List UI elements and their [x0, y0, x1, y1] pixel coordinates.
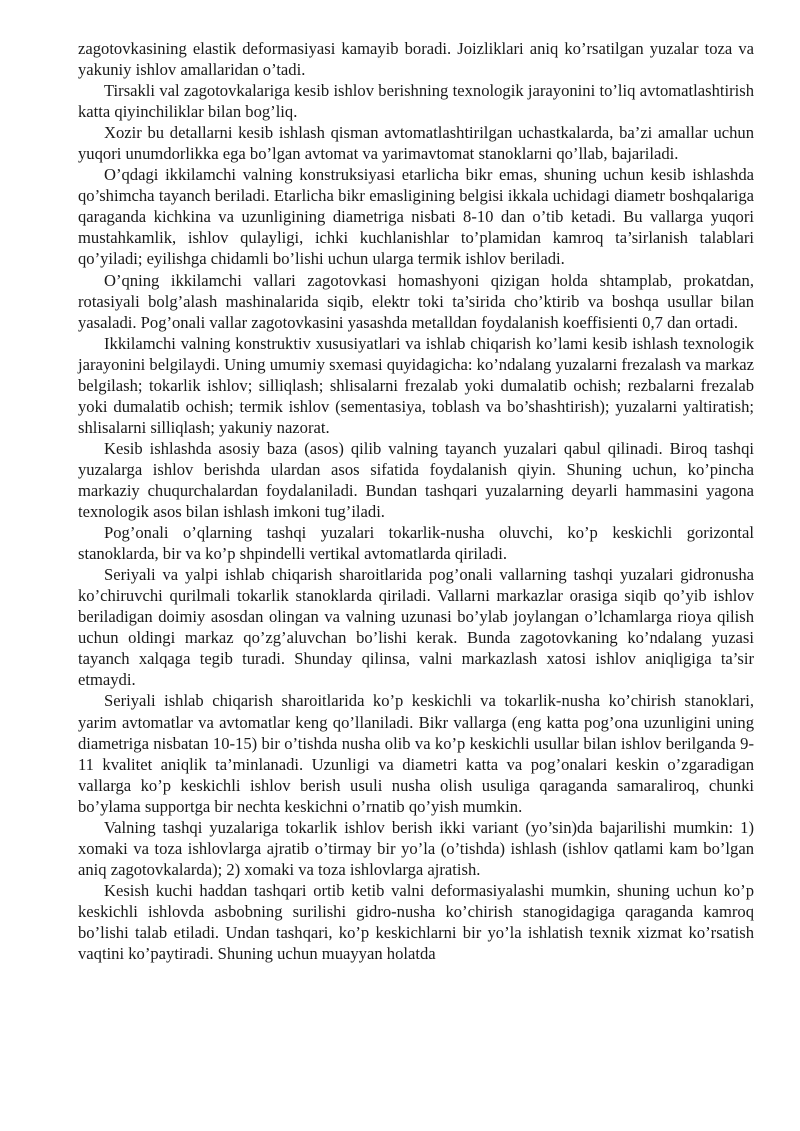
- paragraph: O’qdagi ikkilamchi valning konstruksiyasi etarlicha bikr emas, shuning uchun kesib ishlashda qo’shimcha tayanch beriladi. Etarlicha bikr emasligining belgisi ikkala uchidagi diametr boshqalariga qaraganda kichkina va uzunligining diametriga nisbati 8-10 dan o’tib ketadi. Bu vallarga yuqori mustahkamlik, ishlov qulayligi, ichki kuchlanishlar to’plamidan kamroq ta’sirlanish talablari qo’yiladi; eyilishga chidamli bo’lishi uchun ularga termik ishlov beriladi.: [78, 165, 754, 269]
- paragraph: Valning tashqi yuzalariga tokarlik ishlov berish ikki variant (yo’sin)da bajarilishi mumkin: 1) xomaki va toza ishlovlarga ajratib o’tirmay bir yo’la (o’tishda) ishlash (ishlov qatlami kam bo’lgan aniq zagotovkalarda); 2) xomaki va toza ishlovlarga ajratish.: [78, 817, 754, 879]
- paragraph: Xozir bu detallarni kesib ishlash qisman avtomatlashtirilgan uchastkalarda, ba’zi amallar uchun yuqori unumdorlikka ega bo’lgan avtomat va yarimavtomat stanoklarni qo’llab, bajariladi.: [78, 123, 754, 164]
- paragraph: O’qning ikkilamchi vallari zagotovkasi homashyoni qizigan holda shtamplab, prokatdan, rotasiyali bolg’alash mashinalarida siqib, elektr toki ta’sirida cho’ktirib va boshqa usullar bilan yasaladi. Pog’onali vallar zagotovkasini yasashda metalldan foydalanish koeffisienti 0,7 dan ortadi.: [78, 270, 754, 332]
- paragraph: Kesib ishlashda asosiy baza (asos) qilib valning tayanch yuzalari qabul qilinadi. Biroq tashqi yuzalarga ishlov berishda ulardan asos sifatida foydalanish qiyin. Shuning uchun, ko’pincha markaziy chuqurchalardan foydalaniladi. Bundan tashqari yuzalarning deyarli hammasini yagona texnologik asos bilan ishlash imkoni tug’iladi.: [78, 438, 754, 522]
- paragraph: zagotovkasining elastik deformasiyasi kamayib boradi. Joizliklari aniq ko’rsatilgan yuzalar toza va yakuniy ishlov amallaridan o’tadi.: [78, 39, 754, 80]
- paragraph: Tirsakli val zagotovkalariga kesib ishlov berishning texnologik jarayonini to’liq avtomatlashtirish katta qiyinchiliklar bilan bog’liq.: [78, 81, 754, 122]
- paragraph: Seriyali va yalpi ishlab chiqarish sharoitlarida pog’onali vallarning tashqi yuzalari gidronusha ko’chiruvchi qurilmali tokarlik stanoklarda qiriladi. Vallarni markazlar orasiga siqib qo’yib ishlov beriladigan doimiy asosdan olingan va valning uzunasi bo’ylab joylangan o’lchamlarga rioya qilish uchun oldingi markaz qo’zg’aluvchan bo’lishi kerak. Bunda zagotovkaning ko’ndalang yuzasi tayanch xalqaga tegib turadi. Shunday qilinsa, valni markazlash xatosi ishlov aniqligiga ta’sir etmaydi.: [78, 565, 754, 690]
- paragraph: Ikkilamchi valning konstruktiv xususiyatlari va ishlab chiqarish ko’lami kesib ishlash texnologik jarayonini belgilaydi. Uning umumiy sxemasi quyidagicha: ko’ndalang yuzalarni frezalash va markaz belgilash; tokarlik ishlov; silliqlash; shlisalarni frezalab yoki dumalatib ochish; rezbalarni frezalab yoki dumalatib ochish; termik ishlov (sementasiya, toblash va bo’shashtirish); yuzalarni yaltiratish; shlisalarni silliqlash; yakuniy nazorat.: [78, 333, 754, 437]
- document-page: [78, 38, 754, 964]
- paragraph: Kesish kuchi haddan tashqari ortib ketib valni deformasiyalashi mumkin, shuning uchun ko’p keskichli ishlovda asbobning surilishi gidro-nusha ko’chirish stanogidagiga qaraganda kamroq bo’lishi talab etiladi. Undan tashqari, ko’p keskichlarni bir yo’la ishlatish texnik xizmat ko’rsatish vaqtini ko’paytiradi. Shuning uchun muayyan holatda: [78, 880, 754, 964]
- paragraph: Pog’onali o’qlarning tashqi yuzalari tokarlik-nusha oluvchi, ko’p keskichli gorizontal stanoklarda, bir va ko’p shpindelli vertikal avtomatlarda qiriladi.: [78, 523, 754, 564]
- paragraph: Seriyali ishlab chiqarish sharoitlarida ko’p keskichli va tokarlik-nusha ko’chirish stanoklari, yarim avtomatlar va avtomatlar keng qo’llaniladi. Bikr vallarga (eng katta pog’ona uzunligini uning diametriga nisbatan 10-15) bir o’tishda nusha olib va ko’p keskichli usullar bilan ishlov berilganda 9-11 kvalitet aniqlik ta’minlanadi. Uzunligi va diametri katta va pog’onalari keskin o’zgaradigan vallarga ko’p keskichli ishlov berish usuli nusha olish usuliga qaraganda samaraliroq, chunki bo’ylama supportga bir nechta keskichni o’rnatib qo’yish mumkin.: [78, 691, 754, 816]
